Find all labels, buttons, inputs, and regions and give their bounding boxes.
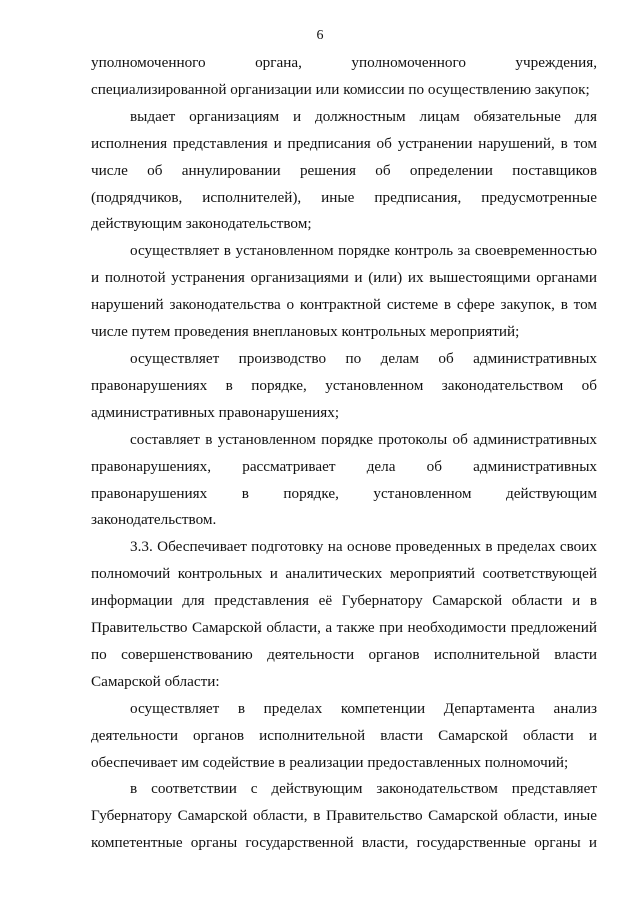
paragraph-analysis-of-activity: осуществляет в пределах компетенции Департамента анализ деятельности органов исполнительной власти Самарской области и обеспечивает им содействие в реализации предоставленных полномочий; [91, 699, 597, 771]
paragraph-procurement-body-continuation: уполномоченного органа, уполномоченного учреждения, специализированной организации или комиссии по осуществлению закупок; [91, 54, 597, 98]
paragraph-drafts-protocols: составляет в установленном порядке протоколы об административных правонарушениях, рассматривает дела об административных правонарушениях в порядке, установленном действующим законодательством. [91, 430, 597, 529]
document-body [91, 50, 597, 857]
paragraph-issues-orders: выдает организациям и должностным лицам обязательные для исполнения представления и предписания об устранении нарушений, в том числе об аннулировании решения об определении поставщиков (подрядчиков, исполнителей), иные предписания, предусмотренные действующим законодательством; [91, 107, 597, 233]
paragraph-reports-to-governor: в соответствии с действующим законодательством представляет Губернатору Самарской области, в Правительство Самарской области, иные компетентные органы государственной власти, государственные органы и [91, 780, 597, 852]
paragraph-controls-elimination: осуществляет в установленном порядке контроль за своевременностью и полнотой устранения организациями и (или) их вышестоящими органами нарушений законодательства о контрактной системе в сфере закупок, в том числе путем проведения внеплановых контрольных мероприятий; [91, 242, 597, 341]
paragraph-section-3-3: 3.3. Обеспечивает подготовку на основе проведенных в пределах своих полномочий контрольных и аналитических мероприятий соответствующей информации для представления её Губернатору Самарской области и в Правительство Самарской области, а также при необходимости предложений по совершенствованию деятельности органов исполнительной власти Самарской области: [91, 538, 597, 690]
page-number: 6 [316, 28, 324, 43]
paragraph-administrative-proceedings: осуществляет производство по делам об административных правонарушениях в порядке, установленном законодательством об административных правонарушениях; [91, 349, 597, 421]
